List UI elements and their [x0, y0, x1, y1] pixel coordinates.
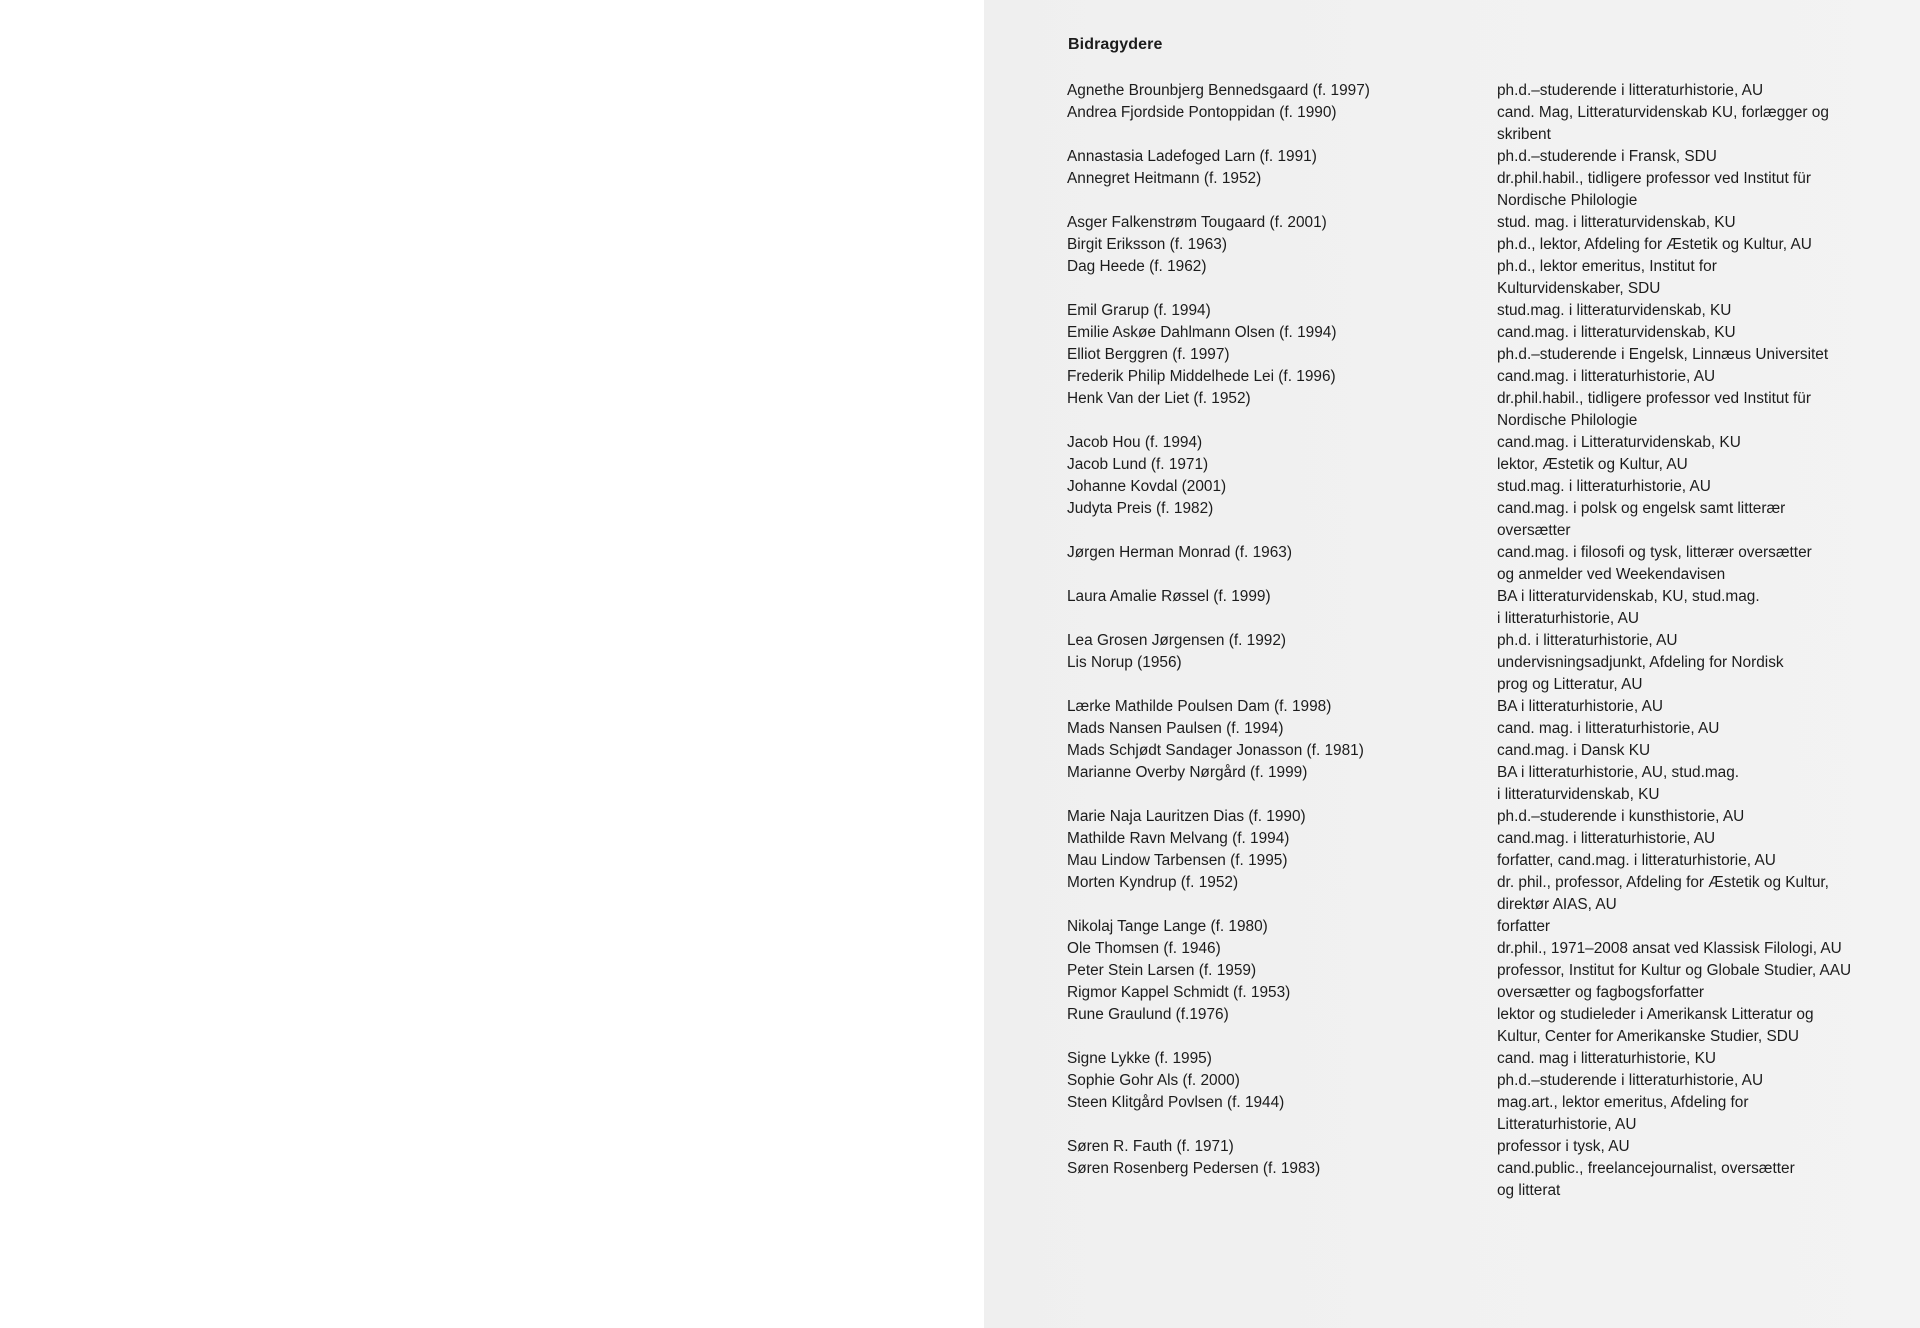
contributor-description: dr.phil.habil., tidligere professor ved Institut für Nordische Philologie: [1497, 170, 1811, 209]
contributor-name: Mathilde Ravn Melvang (f. 1994): [1067, 830, 1290, 847]
contributor-name: Mads Nansen Paulsen (f. 1994): [1067, 720, 1284, 737]
contributor-row: [1067, 740, 1907, 762]
contributor-name: Birgit Eriksson (f. 1963): [1067, 236, 1227, 253]
contributor-row: [1067, 432, 1907, 454]
contributor-description: cand.mag. i litteraturvidenskab, KU: [1497, 324, 1736, 341]
contributor-row: [1067, 762, 1907, 806]
contributor-name: Emil Grarup (f. 1994): [1067, 302, 1211, 319]
contributor-description: undervisningsadjunkt, Afdeling for Nordisk prog og Litteratur, AU: [1497, 654, 1784, 693]
contributor-description: dr. phil., professor, Afdeling for Æstetik og Kultur, direktør AIAS, AU: [1497, 874, 1829, 913]
contributor-row: [1067, 1158, 1907, 1202]
contributor-description: forfatter: [1497, 918, 1551, 935]
contributor-row: [1067, 102, 1907, 146]
contributor-description: cand.mag. i litteraturhistorie, AU: [1497, 368, 1716, 385]
contributor-row: [1067, 938, 1907, 960]
contributor-name: Annastasia Ladefoged Larn (f. 1991): [1067, 148, 1317, 165]
contributor-name: Lis Norup (1956): [1067, 654, 1182, 671]
contributor-description: ph.d., lektor emeritus, Institut for Kulturvidenskaber, SDU: [1497, 258, 1717, 297]
contributor-row: [1067, 982, 1907, 1004]
contributor-description: cand.public., freelancejournalist, oversætter og litterat: [1497, 1160, 1795, 1199]
contributor-row: [1067, 168, 1907, 212]
contributor-name: Asger Falkenstrøm Tougaard (f. 2001): [1067, 214, 1327, 231]
contributor-list: [1067, 80, 1907, 1202]
contributor-row: [1067, 1004, 1907, 1048]
contributor-row: [1067, 300, 1907, 322]
contributor-description: ph.d.–studerende i Fransk, SDU: [1497, 148, 1717, 165]
contributor-name: Signe Lykke (f. 1995): [1067, 1050, 1212, 1067]
contributor-row: [1067, 1070, 1907, 1092]
contributor-name: Ole Thomsen (f. 1946): [1067, 940, 1221, 957]
contributor-row: [1067, 696, 1907, 718]
contributor-row: [1067, 256, 1907, 300]
contributor-name: Annegret Heitmann (f. 1952): [1067, 170, 1262, 187]
contributor-description: cand.mag. i litteraturhistorie, AU: [1497, 830, 1716, 847]
contributor-row: [1067, 322, 1907, 344]
contributor-name: Jacob Hou (f. 1994): [1067, 434, 1203, 451]
contributor-row: [1067, 850, 1907, 872]
contributor-row: [1067, 476, 1907, 498]
contributor-description: ph.d. i litteraturhistorie, AU: [1497, 632, 1678, 649]
page-heading: Bidragydere: [1068, 36, 1163, 53]
contributor-name: Nikolaj Tange Lange (f. 1980): [1067, 918, 1268, 935]
contributor-description: stud.mag. i litteraturhistorie, AU: [1497, 478, 1711, 495]
contributor-row: [1067, 366, 1907, 388]
contributor-row: [1067, 454, 1907, 476]
contributor-name: Emilie Askøe Dahlmann Olsen (f. 1994): [1067, 324, 1337, 341]
contributor-name: Marie Naja Lauritzen Dias (f. 1990): [1067, 808, 1306, 825]
contributor-row: [1067, 586, 1907, 630]
contributor-description: ph.d.–studerende i litteraturhistorie, AU: [1497, 1072, 1764, 1089]
contributor-row: [1067, 1092, 1907, 1136]
contributor-description: BA i litteraturvidenskab, KU, stud.mag. i litteraturhistorie, AU: [1497, 588, 1760, 627]
contributor-row: [1067, 212, 1907, 234]
contributor-row: [1067, 960, 1907, 982]
contributor-description: lektor og studieleder i Amerikansk Litteratur og Kultur, Center for Amerikanske Studier, SDU: [1497, 1006, 1814, 1045]
contributor-row: [1067, 718, 1907, 740]
contributor-description: professor i tysk, AU: [1497, 1138, 1630, 1155]
contributor-description: cand.mag. i Litteraturvidenskab, KU: [1497, 434, 1741, 451]
contributor-row: [1067, 872, 1907, 916]
contributor-name: Agnethe Brounbjerg Bennedsgaard (f. 1997): [1067, 82, 1370, 99]
contributor-row: [1067, 234, 1907, 256]
contributor-description: ph.d.–studerende i kunsthistorie, AU: [1497, 808, 1745, 825]
contributor-row: [1067, 916, 1907, 938]
contributor-description: BA i litteraturhistorie, AU: [1497, 698, 1663, 715]
contributor-name: Jørgen Herman Monrad (f. 1963): [1067, 544, 1292, 561]
contributor-description: stud. mag. i litteraturvidenskab, KU: [1497, 214, 1736, 231]
contributor-name: Mads Schjødt Sandager Jonasson (f. 1981): [1067, 742, 1364, 759]
contributor-description: cand.mag. i polsk og engelsk samt litterær oversætter: [1497, 500, 1786, 539]
contributor-description: mag.art., lektor emeritus, Afdeling for Litteraturhistorie, AU: [1497, 1094, 1749, 1133]
contributor-description: cand. mag i litteraturhistorie, KU: [1497, 1050, 1716, 1067]
contributor-description: ph.d.–studerende i litteraturhistorie, AU: [1497, 82, 1764, 99]
contributor-description: forfatter, cand.mag. i litteraturhistorie, AU: [1497, 852, 1776, 869]
contributor-row: [1067, 542, 1907, 586]
contributor-description: professor, Institut for Kultur og Globale Studier, AAU: [1497, 962, 1852, 979]
contributor-row: [1067, 652, 1907, 696]
contributor-row: [1067, 828, 1907, 850]
contributor-name: Morten Kyndrup (f. 1952): [1067, 874, 1239, 891]
contributor-name: Dag Heede (f. 1962): [1067, 258, 1207, 275]
contributor-name: Peter Stein Larsen (f. 1959): [1067, 962, 1257, 979]
contributor-description: ph.d., lektor, Afdeling for Æstetik og Kultur, AU: [1497, 236, 1812, 253]
contributor-name: Henk Van der Liet (f. 1952): [1067, 390, 1251, 407]
contributor-name: Rune Graulund (f.1976): [1067, 1006, 1229, 1023]
contributor-name: Mau Lindow Tarbensen (f. 1995): [1067, 852, 1288, 869]
contributor-description: lektor, Æstetik og Kultur, AU: [1497, 456, 1688, 473]
contributor-row: [1067, 344, 1907, 366]
contributor-name: Elliot Berggren (f. 1997): [1067, 346, 1230, 363]
contributor-row: [1067, 80, 1907, 102]
contributor-row: [1067, 630, 1907, 652]
contributor-row: [1067, 1136, 1907, 1158]
contributor-row: [1067, 806, 1907, 828]
contributor-description: stud.mag. i litteraturvidenskab, KU: [1497, 302, 1732, 319]
contributor-description: oversætter og fagbogsforfatter: [1497, 984, 1705, 1001]
contributor-name: Steen Klitgård Povlsen (f. 1944): [1067, 1094, 1285, 1111]
contributor-name: Laura Amalie Røssel (f. 1999): [1067, 588, 1271, 605]
contributor-name: Søren Rosenberg Pedersen (f. 1983): [1067, 1160, 1321, 1177]
contributor-description: cand. mag. i litteraturhistorie, AU: [1497, 720, 1720, 737]
contributor-name: Lærke Mathilde Poulsen Dam (f. 1998): [1067, 698, 1332, 715]
contributor-name: Judyta Preis (f. 1982): [1067, 500, 1214, 517]
contributor-row: [1067, 388, 1907, 432]
contributor-description: cand.mag. i Dansk KU: [1497, 742, 1651, 759]
contributor-description: BA i litteraturhistorie, AU, stud.mag. i litteraturvidenskab, KU: [1497, 764, 1740, 803]
contributor-description: dr.phil.habil., tidligere professor ved Institut für Nordische Philologie: [1497, 390, 1811, 429]
contributor-name: Lea Grosen Jørgensen (f. 1992): [1067, 632, 1287, 649]
contributor-name: Marianne Overby Nørgård (f. 1999): [1067, 764, 1308, 781]
contributor-description: dr.phil., 1971–2008 ansat ved Klassisk Filologi, AU: [1497, 940, 1842, 957]
contributor-name: Johanne Kovdal (2001): [1067, 478, 1227, 495]
contributor-name: Sophie Gohr Als (f. 2000): [1067, 1072, 1240, 1089]
contributor-row: [1067, 146, 1907, 168]
contributor-name: Søren R. Fauth (f. 1971): [1067, 1138, 1234, 1155]
contributor-row: [1067, 1048, 1907, 1070]
contributor-name: Jacob Lund (f. 1971): [1067, 456, 1209, 473]
contributor-row: [1067, 498, 1907, 542]
contributor-description: cand. Mag, Litteraturvidenskab KU, forlægger og skribent: [1497, 104, 1829, 143]
contributor-name: Andrea Fjordside Pontoppidan (f. 1990): [1067, 104, 1337, 121]
contributor-name: Rigmor Kappel Schmidt (f. 1953): [1067, 984, 1291, 1001]
contributor-description: ph.d.–studerende i Engelsk, Linnæus Universitet: [1497, 346, 1829, 363]
contributor-description: cand.mag. i filosofi og tysk, litterær oversætter og anmelder ved Weekendavisen: [1497, 544, 1812, 583]
contributor-name: Frederik Philip Middelhede Lei (f. 1996): [1067, 368, 1336, 385]
